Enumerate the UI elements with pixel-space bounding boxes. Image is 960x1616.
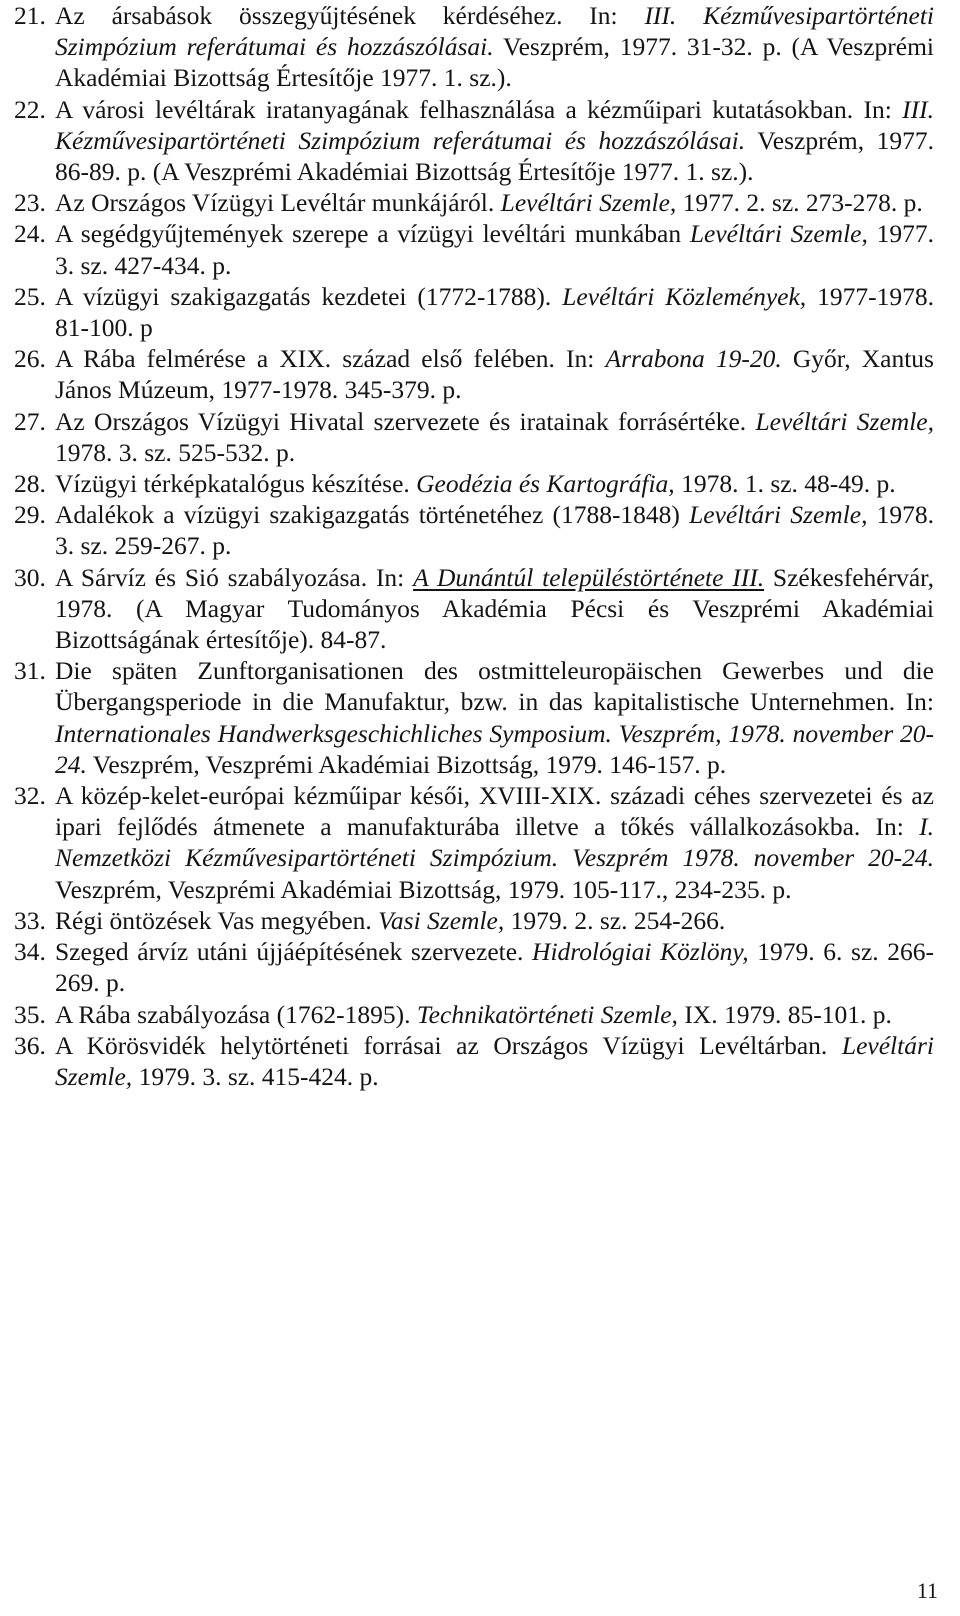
- reference-text: 1978. 3. sz. 259-267. p.: [55, 500, 935, 561]
- reference-entry: [14, 999, 934, 1030]
- reference-entry: [14, 281, 934, 343]
- reference-text: 1979. 3. sz. 415-424. p.: [132, 1061, 379, 1091]
- reference-number: 35.: [14, 999, 46, 1029]
- reference-title-italic: III. Kézművesipartörténeti Szimpózium referátumai és hozzászólásai.: [55, 94, 934, 155]
- reference-title-italic: Vasi Szemle,: [378, 905, 505, 935]
- reference-text: Az Országos Vízügyi Levéltár munkájáról.: [55, 188, 501, 218]
- reference-number: 33.: [14, 905, 46, 935]
- reference-number: 30.: [14, 562, 46, 592]
- reference-number: 31.: [14, 656, 46, 686]
- reference-number: 23.: [14, 188, 46, 218]
- reference-text: Veszprém, 1977. 86-89. p. (A Veszprémi Akadémiai Bizottság Értesítője 1977. 1. sz.).: [55, 125, 934, 187]
- reference-title-italic: Levéltári Közlemények,: [562, 281, 807, 311]
- reference-title-italic: Hidrológiai Közlöny,: [532, 937, 749, 967]
- reference-number: 32.: [14, 781, 46, 811]
- reference-entry: [14, 1030, 934, 1092]
- reference-text: Régi öntözések Vas megyében.: [55, 905, 379, 935]
- reference-title-italic: Levéltári Szemle,: [689, 500, 868, 530]
- reference-entry: [14, 406, 934, 468]
- reference-entry: [14, 468, 934, 499]
- reference-number: 27.: [14, 406, 46, 436]
- reference-text: A közép-kelet-európai kézműipar késői, XVIII-XIX. századi céhes szervezetei és az ipari fejlődés átmenete a manufakturába illetve a tőkés vállalkozásokba. In:: [55, 781, 934, 842]
- reference-entry: [14, 562, 934, 656]
- reference-entry: [14, 343, 934, 405]
- reference-title-italic: Levéltári Szemle,: [55, 1030, 934, 1091]
- reference-text: Die späten Zunftorganisationen des ostmitteleuropäischen Gewerbes und die Übergangsperiode in die Manufaktur, bzw. in das kapitalistische Unternehmen. In:: [55, 656, 934, 717]
- reference-entry: [14, 905, 934, 936]
- reference-text: 1977. 2. sz. 273-278. p.: [676, 188, 923, 218]
- reference-text: 1977. 3. sz. 427-434. p.: [55, 219, 935, 280]
- reference-text: A Sárvíz és Sió szabályozása. In:: [55, 562, 414, 592]
- reference-number: 26.: [14, 344, 46, 374]
- reference-entry: [14, 187, 934, 218]
- reference-text: 1977-1978. 81-100. p: [55, 281, 934, 343]
- reference-title-italic: Technikatörténeti Szemle,: [416, 999, 678, 1029]
- reference-entry: [14, 218, 934, 280]
- reference-text: A segédgyűjtemények szerepe a vízügyi levéltári munkában: [55, 219, 690, 249]
- reference-number: 22.: [14, 94, 46, 124]
- reference-number: 21.: [14, 1, 46, 30]
- reference-title-italic: III. Kézművesipartörténeti Szimpózium referátumai és hozzászólásai.: [55, 1, 935, 62]
- reference-text: A városi levéltárak iratanyagának felhasználása a kézműipari kutatásokban. In:: [55, 94, 903, 124]
- reference-text: A Körösvidék helytörténeti forrásai az Országos Vízügyi Levéltárban.: [55, 1030, 842, 1060]
- reference-text: Veszprém, 1977. 31-32. p. (A Veszprémi Akadémiai Bizottság Értesítője 1977. 1. sz.).: [55, 32, 934, 93]
- reference-text: 1979. 6. sz. 266-269. p.: [55, 937, 934, 998]
- reference-text: Vízügyi térképkatalógus készítése.: [55, 469, 417, 499]
- reference-title-italic: Arrabona 19-20.: [605, 344, 782, 374]
- reference-text: Az ársabások összegyűjtésének kérdéséhez. In:: [55, 1, 645, 30]
- reference-entry: [14, 936, 934, 998]
- reference-text: Székesfehérvár, 1978. (A Magyar Tudományos Akadémia Pécsi és Veszprémi Akadémiai Bizottságának értesítője). 84-87.: [55, 562, 934, 655]
- reference-text: Szeged árvíz utáni újjáépítésének szervezete.: [55, 937, 533, 967]
- reference-text: 1978. 1. sz. 48-49. p.: [674, 469, 896, 499]
- reference-text: Az Országos Vízügyi Hivatal szervezete és iratainak forrásértéke.: [55, 406, 756, 436]
- reference-title-italic: A Dunántúl településtörténete III.: [413, 562, 765, 592]
- reference-entry: [14, 94, 934, 188]
- reference-number: 34.: [14, 937, 46, 967]
- reference-text: Veszprém, Veszprémi Akadémiai Bizottság, 1979. 146-157. p.: [86, 749, 727, 779]
- reference-title-italic: Levéltári Szemle,: [500, 188, 677, 218]
- reference-entry: [14, 0, 934, 94]
- reference-number: 36.: [14, 1030, 46, 1060]
- reference-text: Adalékok a vízügyi szakigazgatás történetéhez (1788-1848): [55, 500, 690, 530]
- reference-text: A Rába szabályozása (1762-1895).: [55, 999, 417, 1029]
- reference-number: 29.: [14, 500, 46, 530]
- reference-text: A vízügyi szakigazgatás kezdetei (1772-1788).: [55, 281, 563, 311]
- reference-text: A Rába felmérése a XIX. század első felében. In:: [55, 344, 606, 374]
- page-number: 11: [916, 1578, 938, 1603]
- reference-list: [14, 0, 934, 1092]
- reference-title-italic: Geodézia és Kartográfia,: [416, 469, 675, 499]
- reference-number: 25.: [14, 281, 46, 311]
- reference-text: Győr, Xantus János Múzeum, 1977-1978. 345-379. p.: [55, 344, 934, 405]
- reference-entry: [14, 499, 934, 561]
- reference-title-italic: Levéltári Szemle,: [755, 406, 934, 436]
- reference-text: 1978. 3. sz. 525-532. p.: [55, 437, 296, 467]
- reference-entry: [14, 780, 934, 905]
- reference-text: Veszprém, Veszprémi Akadémiai Bizottság, 1979. 105-117., 234-235. p.: [55, 874, 792, 904]
- reference-title-italic: Internationales Handwerksgeschichliches Symposium. Veszprém, 1978. november 20-24.: [55, 718, 934, 779]
- reference-entry: [14, 655, 934, 780]
- reference-title-italic: I. Nemzetközi Kézművesipartörténeti Szimpózium. Veszprém 1978. november 20-24.: [55, 812, 934, 873]
- reference-title-italic: Levéltári Szemle,: [689, 219, 868, 249]
- reference-number: 28.: [14, 469, 46, 499]
- reference-text: 1979. 2. sz. 254-266.: [504, 905, 726, 935]
- reference-text: IX. 1979. 85-101. p.: [677, 999, 892, 1029]
- reference-number: 24.: [14, 219, 46, 249]
